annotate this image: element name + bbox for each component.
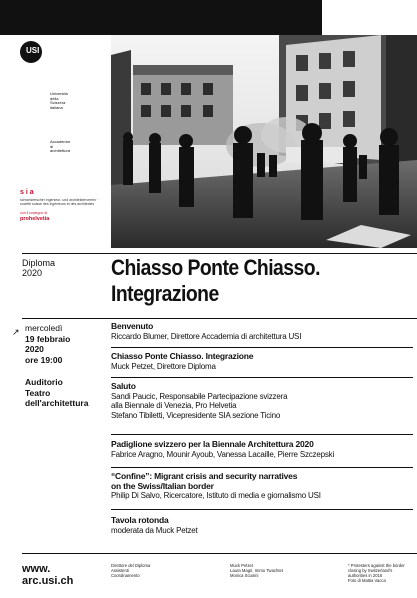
date-line: mercoledì	[25, 323, 63, 333]
credit-role: Coordinamento	[111, 573, 140, 578]
url-line: arc.usi.ch	[22, 575, 74, 587]
credit-role: Assistenti	[111, 568, 129, 573]
accademia-name	[50, 140, 70, 154]
divider	[111, 377, 413, 378]
caption-line: closing by Switzerland's	[348, 568, 393, 573]
prohelvetia-pre: con il sostegno di	[20, 211, 48, 215]
program-item	[111, 472, 411, 501]
university-name	[50, 92, 68, 110]
program-item	[111, 516, 411, 535]
accademia-line: Accademia	[50, 139, 70, 144]
program-item	[111, 322, 411, 341]
program-heading: Benvenuto	[111, 321, 154, 331]
program-text: moderata da Muck Petzet	[111, 525, 198, 535]
title-line: Chiasso Ponte Chiasso.	[111, 255, 320, 280]
program-text: Stefano Tibiletti, Vicepresidente SIA sezione Ticino	[111, 410, 281, 420]
sia-logo: s i a	[20, 189, 34, 196]
program-item	[111, 440, 411, 459]
program-text: Fabrice Aragno, Mounir Ayoub, Vanessa Lacaille, Pierre Szczepski	[111, 449, 335, 459]
program-heading: Saluto	[111, 381, 136, 391]
divider	[111, 467, 413, 468]
sia-subtitle: schweizerischer ingenieur- und architektenverein · société suisse des ingénieurs et des architectes	[20, 198, 99, 206]
program-text: alla Biennale di Venezia, Pro Helvetia	[111, 401, 237, 410]
protest-photo	[111, 35, 417, 248]
title-line: Integrazione	[111, 281, 219, 306]
caption-line: * Protesters against the border	[348, 563, 405, 568]
arrow-icon: ↗	[12, 327, 20, 337]
date-line: ore 19:00	[25, 354, 63, 365]
divider	[22, 553, 417, 554]
page-title	[111, 255, 320, 307]
diploma-line: Diploma	[22, 258, 56, 268]
university-line: italiana	[50, 104, 63, 110]
credit-name: Monica Sciarini	[230, 573, 259, 578]
prohelvetia-logo: prohelvetia	[20, 216, 50, 222]
url-line: www.	[22, 563, 51, 575]
website-link[interactable]	[22, 563, 73, 587]
venue-line: Teatro	[25, 387, 51, 398]
program-item	[111, 352, 411, 371]
university-line: Svizzera	[50, 100, 66, 105]
divider	[111, 434, 413, 435]
caption-line: authorities in 2016	[348, 573, 383, 578]
university-line: Università	[50, 91, 68, 96]
credit-role: Direttore del Diploma	[111, 563, 151, 568]
program-text: Philip Di Salvo, Ricercatore, Istituto di media e giornalismo USI	[111, 491, 321, 500]
program-heading: Tavola rotonda	[111, 515, 169, 525]
usi-logo-text: USI	[26, 46, 40, 55]
event-date	[25, 323, 70, 365]
program-heading: Chiasso Ponte Chiasso. Integrazione	[111, 351, 254, 361]
caption-line: Foto di Mattia Vacca	[348, 578, 386, 583]
top-black-bar	[0, 0, 322, 35]
program-text: Muck Petzet, Direttore Diploma	[111, 361, 216, 371]
credit-name: Muck Petzet	[230, 563, 254, 568]
accademia-line: architettura	[50, 148, 71, 153]
divider	[111, 509, 413, 510]
program-heading: on the Swiss/Italian border	[111, 480, 214, 491]
program-text: Riccardo Blumer, Direttore Accademia di architettura USI	[111, 331, 302, 341]
venue-line: Auditorio	[25, 377, 63, 387]
date-line: 2020	[25, 344, 44, 354]
university-line: della	[50, 95, 59, 101]
program-text: Sandi Paucic, Responsabile Partecipazione svizzera	[111, 391, 288, 401]
program-heading: “Confine”: Migrant crisis and security narratives	[111, 471, 298, 481]
divider	[22, 318, 417, 319]
accademia-line: di	[50, 143, 54, 149]
credit-name: Laura Magri, Immo Twachtet	[230, 568, 283, 573]
date-line: 19 febbraio	[25, 333, 71, 344]
program-heading: Padiglione svizzero per la Biennale Architettura 2020	[111, 439, 314, 449]
credits-roles	[111, 563, 150, 578]
program-item	[111, 382, 411, 420]
divider	[111, 347, 413, 348]
event-venue	[25, 377, 88, 409]
credits-names	[230, 563, 283, 578]
usi-logo	[20, 41, 42, 63]
venue-line: dell'architettura	[25, 398, 89, 408]
diploma-year: 2020	[22, 268, 43, 278]
divider	[22, 253, 417, 254]
photo-caption	[348, 563, 405, 583]
diploma-label	[22, 258, 55, 278]
